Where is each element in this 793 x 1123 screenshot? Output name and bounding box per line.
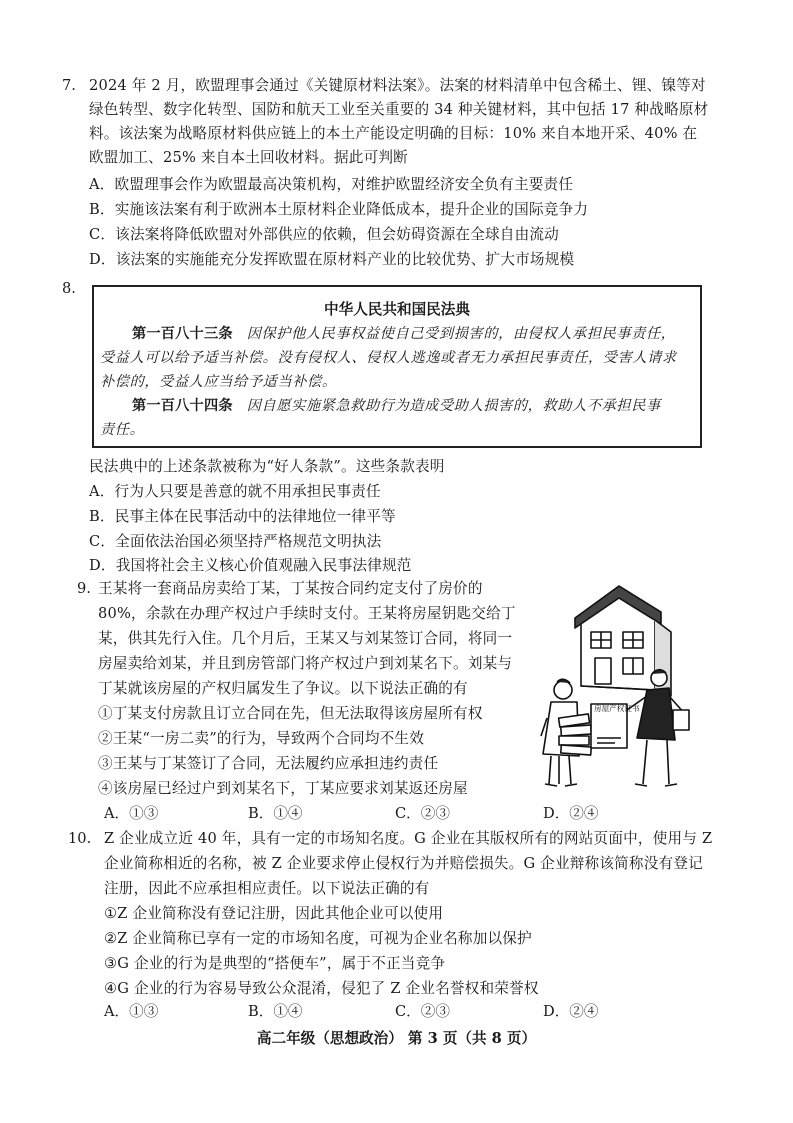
house-dispute-illustration [535,578,715,800]
q7-stem-line-3: 料。该法案为战略原材料供应链上的本土产能设定明确的目标：10% 来自本地开采、40% 在 [89,125,698,142]
q10-stem-line-2: 企业简称相近的名称，被 Z 企业要求停止侵权行为并赔偿损失。G 企业辩称该简称没有登记 [104,855,703,872]
q9-stem-line-4: 房屋卖给刘某，并且到房管部门将产权过户到刘某名下。刘某与 [98,655,513,672]
q9-statement-1: ①丁某支付房款且订立合同在先，但无法取得该房屋所有权 [98,705,483,722]
q10-statement-2: ②Z 企业简称已享有一定的市场知名度，可视为企业名称加以保护 [104,930,532,947]
article-183-line-1 [132,323,676,345]
q8-stem: 民法典中的上述条款被称为“好人条款”。这些条款表明 [89,458,445,475]
q7-stem-line-1: 2024 年 2 月，欧盟理事会通过《关键原材料法案》。法案的材料清单中包含稀土、锂、镍等对 [89,77,706,94]
civil-code-excerpt-box [92,285,702,448]
q10-statement-3: ③G 企业的行为是典型的“搭便车”，属于不正当竞争 [104,955,446,972]
q10-statement-1: ①Z 企业简称没有登记注册，因此其他企业可以使用 [104,905,444,922]
q10-stem-line-1: Z 企业成立近 40 年，具有一定的市场知名度。G 企业在其版权所有的网站页面中，使用与 Z [104,830,713,847]
article-184-line-2: 责任。 [100,422,145,438]
article-184-text-1: 因自愿实施紧急救助行为造成受助人损害的，救助人不承担民事 [246,398,661,414]
article-183-label: 第一百八十三条 [132,326,233,342]
article-183-line-3: 补偿的，受益人应当给予适当补偿。 [100,374,337,390]
q10-choice-a: A．①③ [104,1003,159,1020]
left-man-figure [541,679,591,786]
q9-choice-b: B．①④ [248,805,303,822]
q7-stem-line-4: 欧盟加工、25% 来自本土回收材料。据此可判断 [89,149,408,166]
q7-stem-line-2: 绿色转型、数字化转型、国防和航天工业至关重要的 34 种关键材料，其中包括 17 种战略原材 [89,101,709,118]
article-184-line-1 [132,395,661,417]
q10-stem-line-3: 注册，因此不应承担相应责任。以下说法正确的有 [104,880,430,897]
q9-choice-a: A．①③ [104,805,159,822]
q10-number: 10. [68,830,92,847]
q9-stem-line-1: 王某将一套商品房卖给丁某，丁某按合同约定支付了房价的 [98,580,483,597]
certificate-sign-text: 房屋产权证书 [594,704,640,713]
q9-stem-line-3: 某，供其先行入住。几个月后，王某又与刘某签订合同，将同一 [98,630,513,647]
q9-statement-3: ③王某与丁某签订了合同，无法履约应承担违约责任 [98,755,439,772]
q7-number: 7. [62,77,76,94]
q7-option-c: C．该法案将降低欧盟对外部供应的依赖，但会妨碍资源在全球自由流动 [89,226,559,243]
q8-option-a: A．行为人只要是善意的就不用承担民事责任 [89,483,381,500]
q10-choice-b: B．①④ [248,1003,303,1020]
q8-number: 8. [62,280,76,297]
q10-choice-c: C．②③ [395,1003,450,1020]
q9-statement-2: ②王某“一房二卖”的行为，导致两个合同均不生效 [98,730,424,747]
q7-option-d: D．该法案的实施能充分发挥欧盟在原材料产业的比较优势、扩大市场规模 [89,251,575,268]
q7-option-a: A．欧盟理事会作为欧盟最高决策机构，对维护欧盟经济安全负有主要责任 [89,176,574,193]
q9-number: 9. [77,580,91,597]
q8-option-c: C．全面依法治国必须坚持严格规范文明执法 [89,533,382,550]
civil-code-title: 中华人民共和国民法典 [324,301,470,318]
page-footer: 高二年级（思想政治） 第 3 页（共 8 页） [256,1030,537,1047]
q10-statement-4: ④G 企业的行为容易导致公众混淆，侵犯了 Z 企业名誉权和荣誉权 [104,980,539,997]
q9-choice-d: D．②④ [543,805,599,822]
q10-choice-d: D．②④ [543,1003,599,1020]
q9-choice-c: C．②③ [395,805,450,822]
q8-option-d: D．我国将社会主义核心价值观融入民事法律规范 [89,557,412,574]
q9-stem-line-5: 丁某就该房屋的产权归属发生了争议。以下说法正确的有 [98,680,468,697]
article-184-label: 第一百八十四条 [132,398,233,414]
q8-option-b: B．民事主体在民事活动中的法律地位一律平等 [89,508,396,525]
article-183-line-2: 受益人可以给予适当补偿。没有侵权人、侵权人逃逸或者无力承担民事责任，受害人请求 [100,350,677,366]
q9-statement-4: ④该房屋已经过户到刘某名下，丁某应要求刘某返还房屋 [98,780,468,797]
q9-stem-line-2: 80%，余款在办理产权过户手续时支付。王某将房屋钥匙交给丁 [98,605,516,622]
article-183-text-1: 因保护他人民事权益使自己受到损害的，由侵权人承担民事责任， [246,326,676,342]
q7-option-b: B．实施该法案有利于欧洲本土原材料企业降低成本，提升企业的国际竞争力 [89,201,589,218]
